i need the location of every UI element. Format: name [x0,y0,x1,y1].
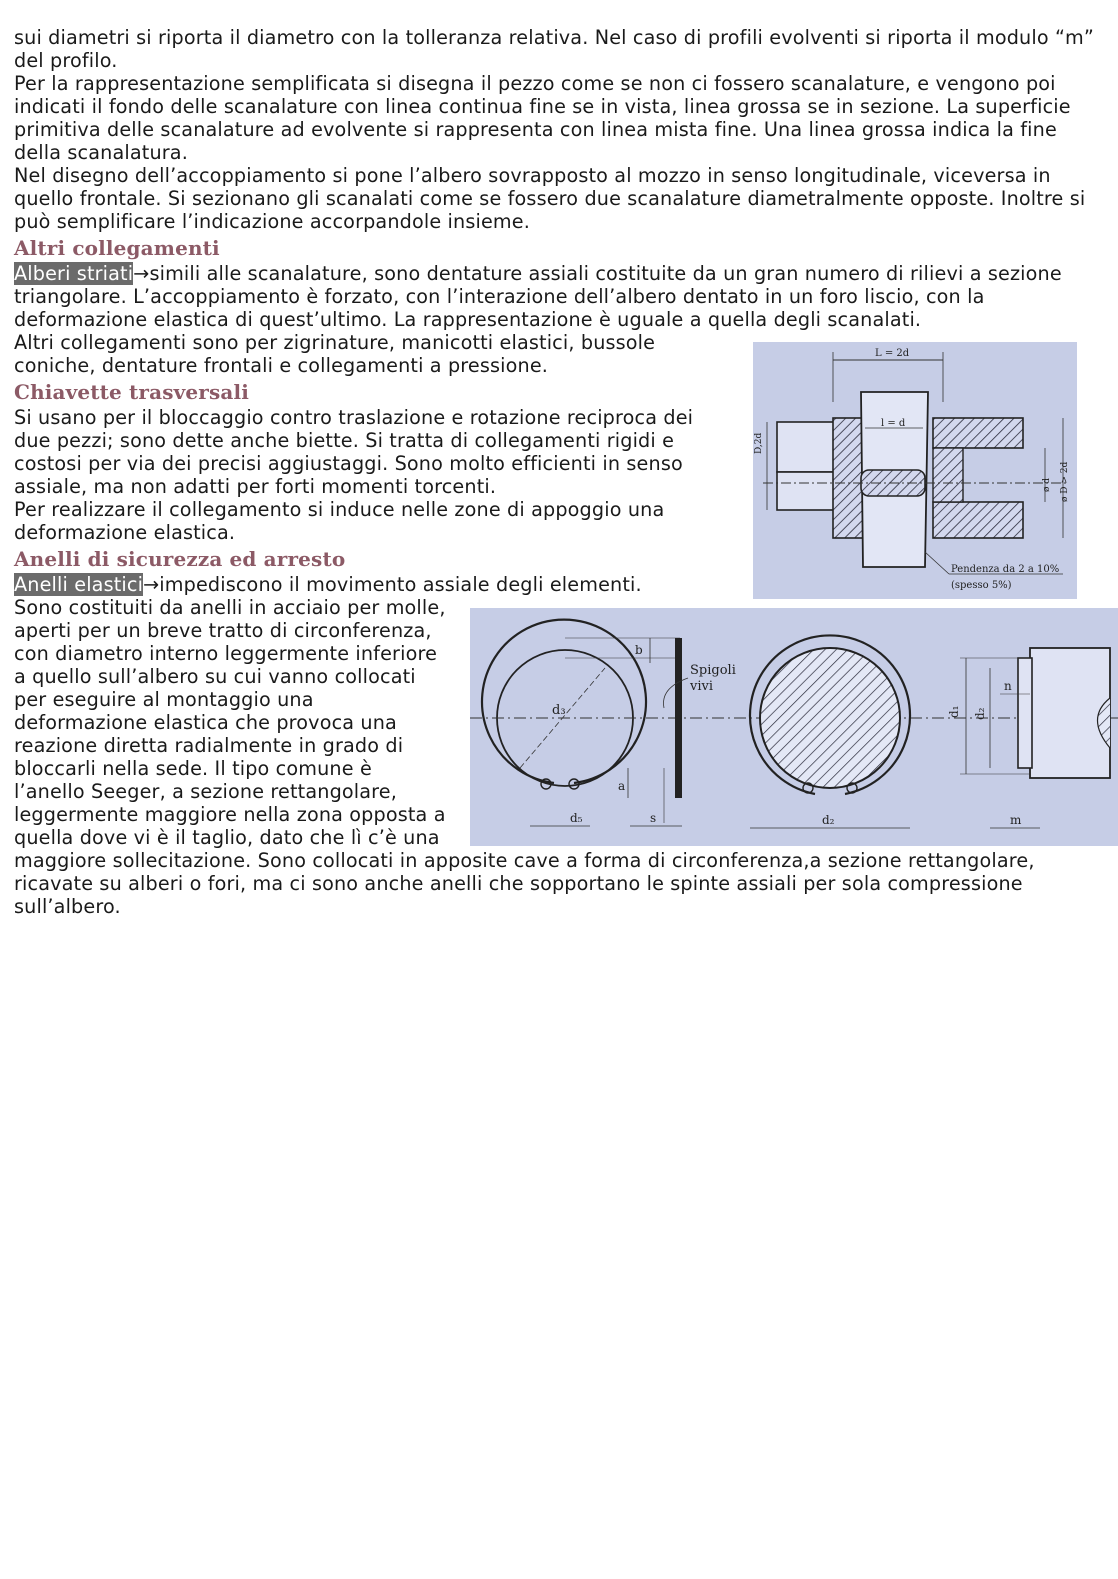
label-d-2d: D,2d [754,432,764,454]
alberi-striati-paragraph [14,262,1106,331]
label-d2-section: d₂ [822,813,835,827]
document-page [14,26,1106,918]
intro-paragraph-1: sui diametri si riporta il diametro con la tolleranza relativa. Nel caso di profili evolventi si riporta il modulo “m” del profilo. [14,26,1094,72]
heading-altri-collegamenti: Altri collegamenti [14,236,220,260]
chiavette-paragraph-1: Si usano per il bloccaggio contro traslazione e rotazione reciproca dei due pezzi; sono dette anche biette. Si tratta di collegamenti rigidi e costosi per via dei precisi aggiustaggi. Sono molto efficienti in senso assiale, ma non adatti per forti momenti torcenti. [14,406,694,498]
seeger-drawing [470,608,1118,846]
intro-paragraph-2: Per la rappresentazione semplificata si disegna il pezzo come se non ci fossero scanalature, e vengono poi indicati il fondo delle scanalature con linea continua fine se in vista, linea grossa se in sezione. La superficie primitiva delle scanalature ad evolvente si rappresenta con linea mista fine. Una linea grossa indica la fine della scanalatura. [14,72,1071,164]
label-n: n [1004,679,1012,693]
altri-collegamenti-paragraph: Altri collegamenti sono per zigrinature, manicotti elastici, bussole coniche, dentature frontali e collegamenti a pressione. [14,331,656,377]
label-d1: d₁ [947,705,961,718]
label-m: m [1010,813,1022,827]
alberi-striati-text: →simili alle scanalature, sono dentature assiali costituite da un gran numero di rilievi a sezione triangolare. L’accoppiamento è forzato, con l’interazione dell’albero dentato in un foro liscio, con la deformazione elastica di quest’ultimo. La rappresentazione è uguale a quella degli scanalati. [14,262,1062,331]
figure-chiavetta-trasversale [753,342,1077,599]
label-b: b [635,643,643,657]
heading-anelli-sicurezza: Anelli di sicurezza ed arresto [14,547,346,571]
intro-paragraph-3: Nel disegno dell’accoppiamento si pone l’albero sovrapposto al mozzo in senso longitudinale, viceversa in quello frontale. Si sezionano gli scanalati come se fossero due scanalature diametralmente opposte. Inoltre si può semplificare l’indicazione accorpandole insieme. [14,164,1086,233]
label-vivi: vivi [690,679,714,694]
label-d: ø d [1042,477,1052,492]
chiavette-paragraph-2: Per realizzare il collegamento si induce nelle zone di appoggio una deformazione elastica. [14,498,665,544]
label-a: a [618,779,626,793]
label-s: s [650,811,657,825]
heading-chiavette-trasversali: Chiavette trasversali [14,380,249,404]
term-anelli-elastici: Anelli elastici [14,573,144,596]
label-d3: d₃ [552,703,566,718]
anelli-elastici-text: →impediscono il movimento assiale degli elementi. [143,573,642,596]
label-d2-side: d₂ [973,707,987,720]
chiavetta-drawing [753,342,1077,599]
term-alberi-striati: Alberi striati [14,262,134,285]
label-L-2d: L = 2d [875,348,910,359]
note-pendenza: Pendenza da 2 a 10% [951,564,1060,575]
figure-anello-seeger [470,608,1118,846]
label-spigoli: Spigoli [690,663,736,678]
label-d5: d₅ [570,811,583,825]
label-l-d: l = d [881,418,906,429]
anelli-paragraph-2: Sono costituiti da anelli in acciaio per molle, aperti per un breve tratto di circonferenza, con diametro interno leggermente inferiore a quello sull’albero su cui vanno collocati per eseguire al montaggio una deformazione elastica che provoca una reazione diretta radialmente in grado di bloccarli nella sede. Il tipo comune è l’anello Seeger, a sezione rettangolare, leggermente maggiore nella zona opposta a quella dove vi è il taglio, dato che lì c’è una maggiore sollecitazione. Sono collocati in apposite cave a forma di circonferenza,a sezione rettangolare, ricavate su alberi o fori, ma ci sono anche anelli che sopportano le spinte assiali per sola compressione sull’albero. [14,596,1035,918]
label-D: ø D > 2d [1060,461,1070,502]
note-spesso: (spesso 5%) [951,580,1012,591]
